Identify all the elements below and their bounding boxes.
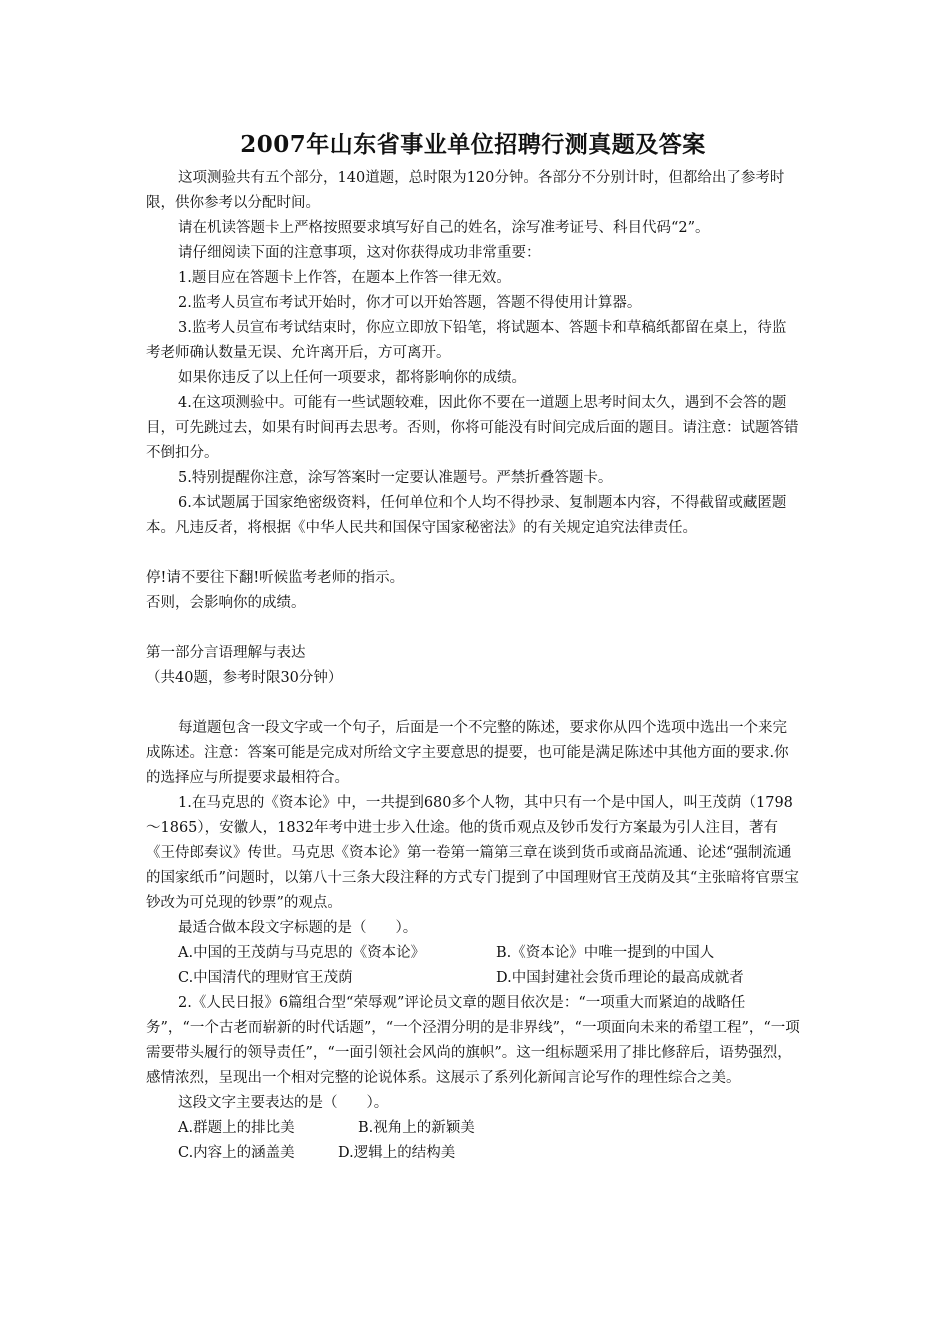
stop-notice: 停!请不要往下翻!听候监考老师的指示。 (146, 570, 405, 586)
part-title: 第一部分言语理解与表达 (146, 645, 306, 661)
notice-item: 6.本试题属于国家绝密级资料，任何单位和个人均不得抄录、复制题本内容，不得截留或藏匿题本。凡违反者，将根据《中华人民共和国保守国家秘密法》的有关规定追究法律责任。 (146, 495, 787, 536)
option-row (146, 941, 800, 966)
option-row (146, 1116, 800, 1141)
question-text: 2.《人民日报》6篇组合型“荣辱观”评论员文章的题目依次是：“一项重大而紧迫的战略任务”，“一个古老而崭新的时代话题”，“一个泾渭分明的是非界线”，“一项面向未来的希望工程”，“一项需要带头履行的领导责任”，“一面引领社会风尚的旗帜”。这一组标题采用了排比修辞后，语势强烈，感情浓烈，呈现出一个相对完整的论说体系。这展示了系列化新闻言论写作的理性综合之美。 (146, 995, 800, 1086)
option-d: D.逻辑上的结构美 (338, 1145, 456, 1161)
question-stem: 最适合做本段文字标题的是（ ）。 (178, 920, 418, 936)
notice-item: 3.监考人员宣布考试结束时，你应立即放下铅笔，将试题本、答题卡和草稿纸都留在桌上，待监考老师确认数量无误、允许离开后，方可离开。 (146, 320, 787, 361)
option-b: B.视角上的新颖美 (358, 1120, 475, 1136)
option-row (146, 1141, 800, 1166)
option-b: B.《资本论》中唯一提到的中国人 (496, 945, 715, 961)
stop-notice: 否则，会影响你的成绩。 (146, 595, 306, 611)
part-instructions: 每道题包含一段文字或一个句子，后面是一个不完整的陈述，要求你从四个选项中选出一个来完成陈述。注意：答案可能是完成对所给文字主要意思的提要，也可能是满足陈述中其他方面的要求.你的选择应与所提要求最相符合。 (146, 720, 789, 786)
intro-paragraph: 如果你违反了以上任何一项要求，都将影响你的成绩。 (178, 370, 526, 386)
document-title: 2007年山东省事业单位招聘行测真题及答案 (240, 131, 706, 158)
intro-paragraph: 这项测验共有五个部分，140道题，总时限为120分钟。各部分不分别计时，但都给出了参考时限，供你参考以分配时间。 (146, 170, 785, 211)
spacer (146, 691, 800, 716)
option-d: D.中国封建社会货币理论的最高成就者 (496, 970, 744, 986)
spacer (146, 616, 800, 641)
question-text: 1.在马克思的《资本论》中，一共提到680多个人物，其中只有一个是中国人，叫王茂荫（1798～1865），安徽人，1832年考中进士步入仕途。他的货币观点及钞币发行方案最为引人注目，著有《王侍郎奏议》传世。马克思《资本论》第一卷第一篇第三章在谈到货币或商品流通、论述“强制流通的国家纸币”问题时，以第八十三条大段注释的方式专门提到了中国理财官王茂荫及其“主张暗将官票宝钞改为可兑现的钞票”的观点。 (146, 795, 799, 911)
part-note: （共40题，参考时限30分钟） (146, 670, 343, 686)
question-stem: 这段文字主要表达的是（ ）。 (178, 1095, 389, 1111)
option-row (146, 966, 800, 991)
spacer (146, 541, 800, 566)
notice-item: 2.监考人员宣布考试开始时，你才可以开始答题，答题不得使用计算器。 (178, 295, 642, 311)
option-a: A.中国的王茂荫与马克思的《资本论》 (178, 945, 426, 961)
intro-paragraph: 请在机读答题卡上严格按照要求填写好自己的姓名，涂写准考证号、科目代码“2”。 (178, 220, 710, 236)
option-a: A.群题上的排比美 (178, 1120, 295, 1136)
option-c: C.内容上的涵盖美 (178, 1145, 295, 1161)
notice-item: 1.题目应在答题卡上作答，在题本上作答一律无效。 (178, 270, 511, 286)
option-c: C.中国清代的理财官王茂荫 (178, 970, 353, 986)
notice-item: 5.特别提醒你注意，涂写答案时一定要认准题号。严禁折叠答题卡。 (178, 470, 613, 486)
intro-paragraph: 请仔细阅读下面的注意事项，这对你获得成功非常重要： (178, 245, 541, 261)
notice-item: 4.在这项测验中。可能有一些试题较难，因此你不要在一道题上思考时间太久，遇到不会答的题目，可先跳过去，如果有时间再去思考。否则，你将可能没有时间完成后面的题目。请注意：试题答错不倒扣分。 (146, 395, 799, 461)
